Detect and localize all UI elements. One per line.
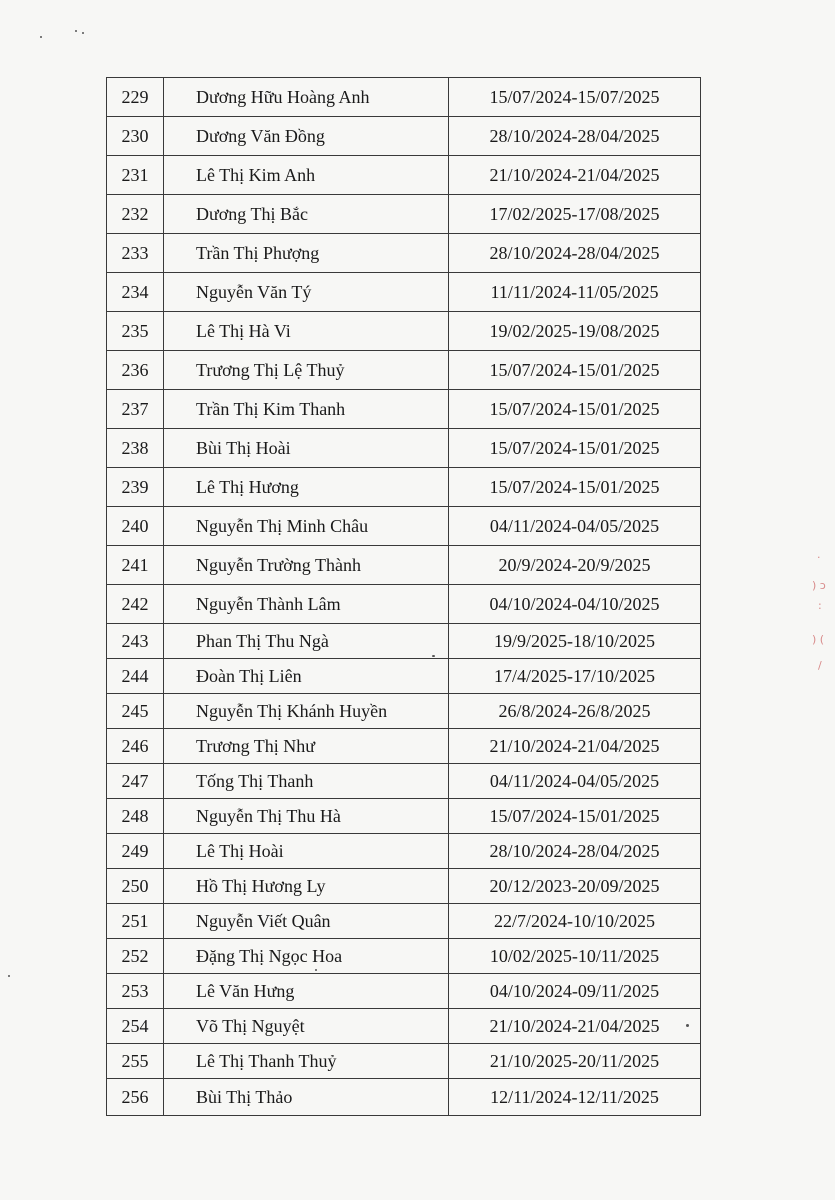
row-number: 255 bbox=[107, 1044, 164, 1079]
table-row bbox=[107, 156, 701, 195]
table-row bbox=[107, 799, 701, 834]
person-name: Nguyễn Thành Lâm bbox=[164, 585, 449, 624]
date-range: 12/11/2024-12/11/2025 bbox=[449, 1079, 701, 1116]
table-row bbox=[107, 659, 701, 694]
row-number: 245 bbox=[107, 694, 164, 729]
date-range: 10/02/2025-10/11/2025 bbox=[449, 939, 701, 974]
date-range: 21/10/2024-21/04/2025 bbox=[449, 729, 701, 764]
person-name: Phan Thị Thu Ngà bbox=[164, 624, 449, 659]
table-row bbox=[107, 390, 701, 429]
date-range: 17/4/2025-17/10/2025 bbox=[449, 659, 701, 694]
row-number: 232 bbox=[107, 195, 164, 234]
date-range: 15/07/2024-15/01/2025 bbox=[449, 799, 701, 834]
row-number: 252 bbox=[107, 939, 164, 974]
person-name: Bùi Thị Thảo bbox=[164, 1079, 449, 1116]
person-name: Nguyễn Thị Thu Hà bbox=[164, 799, 449, 834]
row-number: 254 bbox=[107, 1009, 164, 1044]
date-range: 21/10/2025-20/11/2025 bbox=[449, 1044, 701, 1079]
table-row bbox=[107, 234, 701, 273]
table-row bbox=[107, 694, 701, 729]
row-number: 239 bbox=[107, 468, 164, 507]
table-row bbox=[107, 468, 701, 507]
row-number: 231 bbox=[107, 156, 164, 195]
date-range: 17/02/2025-17/08/2025 bbox=[449, 195, 701, 234]
person-name: Lê Thị Thanh Thuỷ bbox=[164, 1044, 449, 1079]
scan-speck bbox=[8, 975, 10, 977]
row-number: 246 bbox=[107, 729, 164, 764]
row-number: 236 bbox=[107, 351, 164, 390]
date-range: 20/9/2024-20/9/2025 bbox=[449, 546, 701, 585]
row-number: 243 bbox=[107, 624, 164, 659]
person-name: Đoàn Thị Liên bbox=[164, 659, 449, 694]
date-range: 15/07/2024-15/01/2025 bbox=[449, 468, 701, 507]
person-name: Nguyễn Thị Khánh Huyền bbox=[164, 694, 449, 729]
row-number: 233 bbox=[107, 234, 164, 273]
table-row bbox=[107, 117, 701, 156]
date-range: 28/10/2024-28/04/2025 bbox=[449, 117, 701, 156]
person-name: Lê Thị Hương bbox=[164, 468, 449, 507]
scan-speck bbox=[40, 36, 42, 38]
records-table bbox=[106, 77, 701, 1116]
row-number: 248 bbox=[107, 799, 164, 834]
table-row bbox=[107, 834, 701, 869]
person-name: Võ Thị Nguyệt bbox=[164, 1009, 449, 1044]
table-row bbox=[107, 729, 701, 764]
person-name: Dương Văn Đồng bbox=[164, 117, 449, 156]
person-name: Lê Văn Hưng bbox=[164, 974, 449, 1009]
person-name: Trương Thị Như bbox=[164, 729, 449, 764]
table-row bbox=[107, 507, 701, 546]
date-range: 04/10/2024-04/10/2025 bbox=[449, 585, 701, 624]
table-row bbox=[107, 195, 701, 234]
person-name: Đặng Thị Ngọc Hoa bbox=[164, 939, 449, 974]
person-name: Nguyễn Viết Quân bbox=[164, 904, 449, 939]
date-range: 15/07/2024-15/01/2025 bbox=[449, 390, 701, 429]
person-name: Trần Thị Phượng bbox=[164, 234, 449, 273]
person-name: Lê Thị Kim Anh bbox=[164, 156, 449, 195]
row-number: 230 bbox=[107, 117, 164, 156]
stamp-bleed-mark: ) ( bbox=[812, 633, 825, 646]
row-number: 253 bbox=[107, 974, 164, 1009]
person-name: Dương Thị Bắc bbox=[164, 195, 449, 234]
table-row bbox=[107, 974, 701, 1009]
person-name: Hồ Thị Hương Ly bbox=[164, 869, 449, 904]
date-range: 04/11/2024-04/05/2025 bbox=[449, 764, 701, 799]
person-name: Nguyễn Thị Minh Châu bbox=[164, 507, 449, 546]
table-row bbox=[107, 312, 701, 351]
date-range: 28/10/2024-28/04/2025 bbox=[449, 834, 701, 869]
row-number: 238 bbox=[107, 429, 164, 468]
person-name: Lê Thị Hoài bbox=[164, 834, 449, 869]
date-range: 15/07/2024-15/01/2025 bbox=[449, 429, 701, 468]
table-row bbox=[107, 869, 701, 904]
row-number: 237 bbox=[107, 390, 164, 429]
row-number: 229 bbox=[107, 78, 164, 117]
table-row bbox=[107, 585, 701, 624]
date-range: 28/10/2024-28/04/2025 bbox=[449, 234, 701, 273]
person-name: Trần Thị Kim Thanh bbox=[164, 390, 449, 429]
date-range: 11/11/2024-11/05/2025 bbox=[449, 273, 701, 312]
person-name: Nguyễn Văn Tý bbox=[164, 273, 449, 312]
table-row bbox=[107, 624, 701, 659]
table-row bbox=[107, 351, 701, 390]
row-number: 234 bbox=[107, 273, 164, 312]
table-row bbox=[107, 1009, 701, 1044]
row-number: 249 bbox=[107, 834, 164, 869]
table-row bbox=[107, 904, 701, 939]
person-name: Dương Hữu Hoàng Anh bbox=[164, 78, 449, 117]
date-range: 15/07/2024-15/01/2025 bbox=[449, 351, 701, 390]
stamp-bleed-mark: ) ↄ bbox=[812, 579, 826, 592]
person-name: Trương Thị Lệ Thuỷ bbox=[164, 351, 449, 390]
scan-speck bbox=[75, 30, 77, 32]
row-number: 247 bbox=[107, 764, 164, 799]
person-name: Lê Thị Hà Vi bbox=[164, 312, 449, 351]
date-range: 20/12/2023-20/09/2025 bbox=[449, 869, 701, 904]
date-range: 26/8/2024-26/8/2025 bbox=[449, 694, 701, 729]
row-number: 235 bbox=[107, 312, 164, 351]
row-number: 251 bbox=[107, 904, 164, 939]
table-row bbox=[107, 273, 701, 312]
date-range: 04/10/2024-09/11/2025 bbox=[449, 974, 701, 1009]
date-range: 04/11/2024-04/05/2025 bbox=[449, 507, 701, 546]
row-number: 250 bbox=[107, 869, 164, 904]
date-range: 21/10/2024-21/04/2025 bbox=[449, 156, 701, 195]
table-row bbox=[107, 1044, 701, 1079]
row-number: 240 bbox=[107, 507, 164, 546]
date-range: 22/7/2024-10/10/2025 bbox=[449, 904, 701, 939]
person-name: Nguyễn Trường Thành bbox=[164, 546, 449, 585]
stamp-bleed-mark: · bbox=[817, 551, 821, 564]
date-range: 21/10/2024-21/04/2025 bbox=[449, 1009, 701, 1044]
stamp-bleed-mark: : bbox=[818, 599, 822, 612]
date-range: 19/9/2025-18/10/2025 bbox=[449, 624, 701, 659]
scan-speck bbox=[82, 32, 84, 34]
date-range: 19/02/2025-19/08/2025 bbox=[449, 312, 701, 351]
person-name: Tống Thị Thanh bbox=[164, 764, 449, 799]
date-range: 15/07/2024-15/07/2025 bbox=[449, 78, 701, 117]
table-row bbox=[107, 429, 701, 468]
table-row bbox=[107, 764, 701, 799]
person-name: Bùi Thị Hoài bbox=[164, 429, 449, 468]
table-row bbox=[107, 546, 701, 585]
row-number: 244 bbox=[107, 659, 164, 694]
table-row bbox=[107, 78, 701, 117]
row-number: 242 bbox=[107, 585, 164, 624]
table-row bbox=[107, 1079, 701, 1116]
row-number: 241 bbox=[107, 546, 164, 585]
stamp-bleed-mark: / bbox=[818, 659, 822, 672]
row-number: 256 bbox=[107, 1079, 164, 1116]
table-row bbox=[107, 939, 701, 974]
